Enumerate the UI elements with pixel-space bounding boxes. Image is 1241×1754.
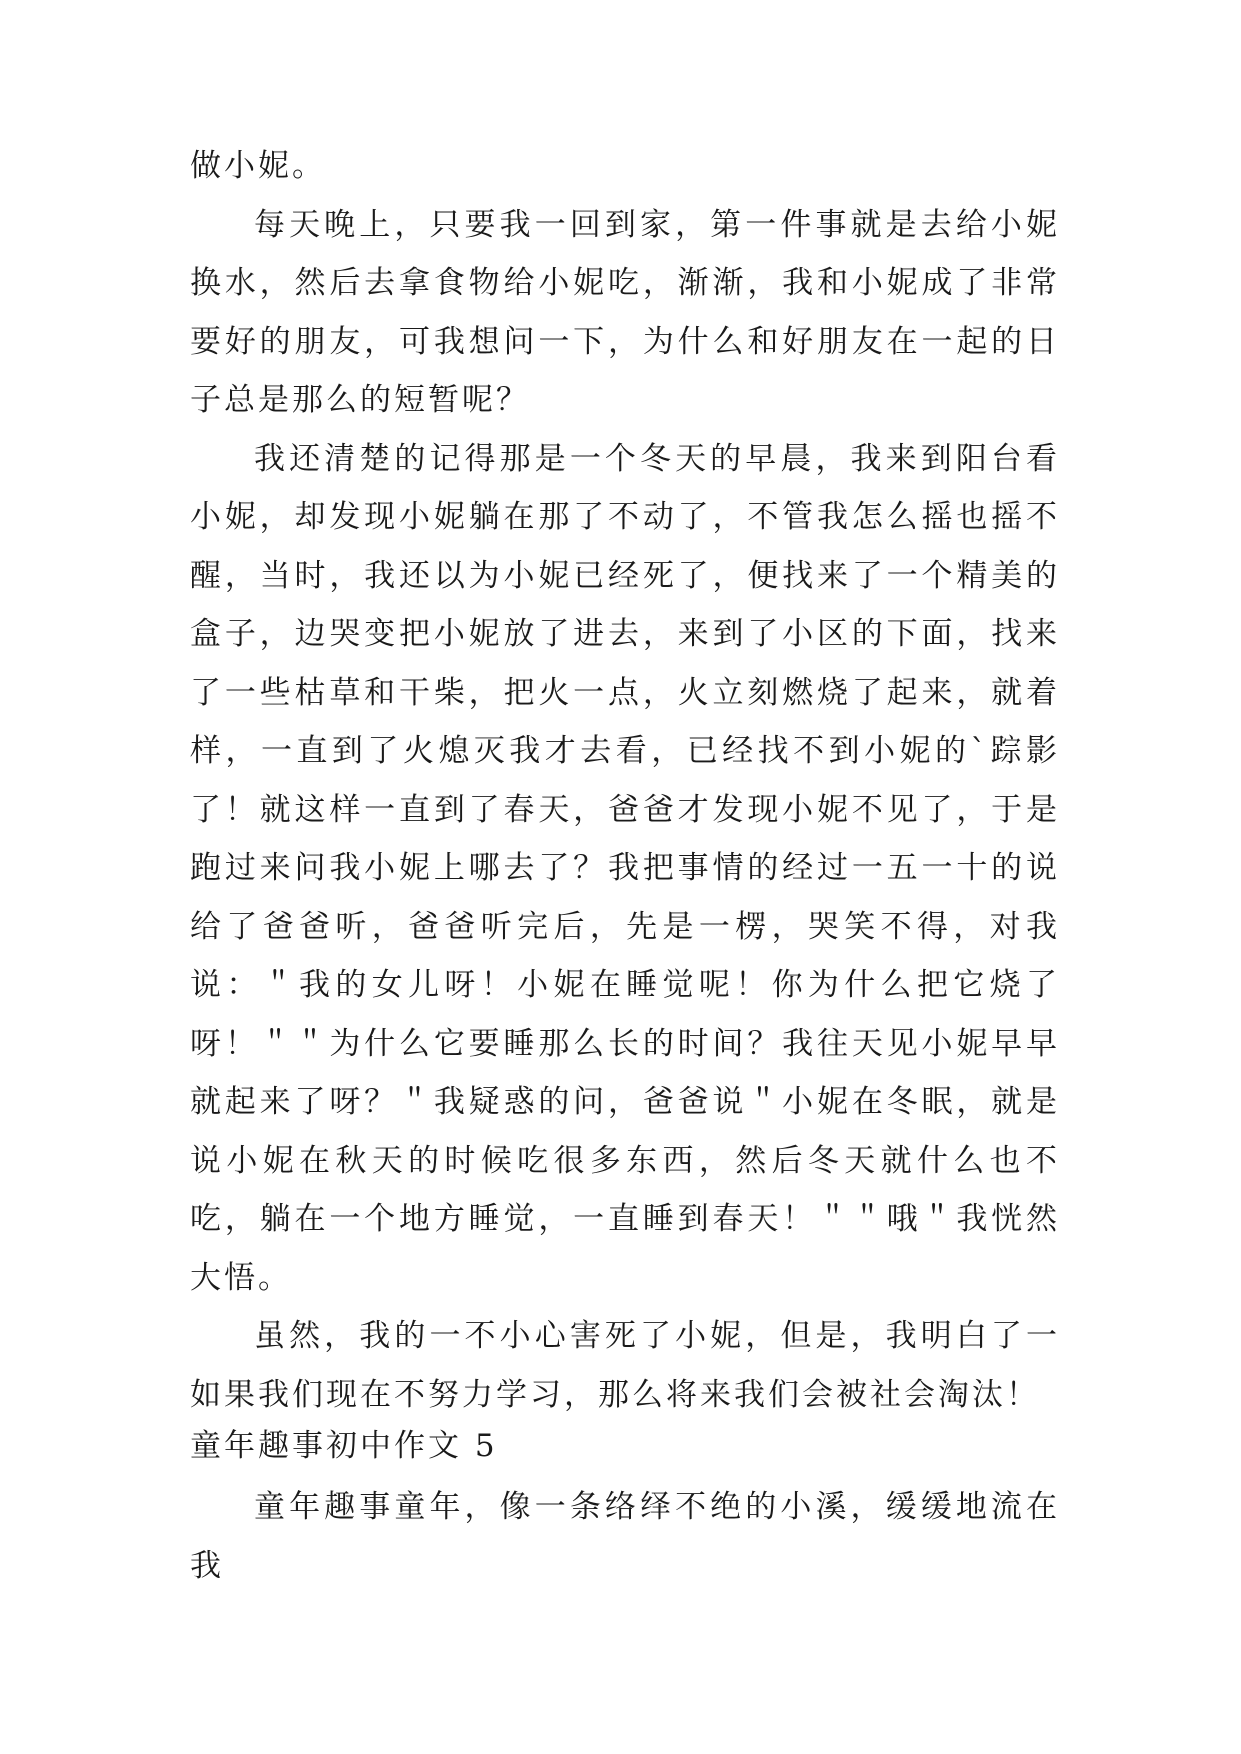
paragraph-winter-story: 我还清楚的记得那是一个冬天的早晨，我来到阳台看小妮，却发现小妮躺在那了不动了，不管我怎么摇也摇不醒，当时，我还以为小妮已经死了，便找来了一个精美的盒子，边哭变把小妮放了进去，来到了小区的下面，找来了一些枯草和干柴，把火一点，火立刻燃烧了起来，就着样，一直到了火熄灭我才去看，已经找不到小妮的`踪影了！就这样一直到了春天，爸爸才发现小妮不见了，于是跑过来问我小妮上哪去了？我把事情的经过一五一十的说给了爸爸听，爸爸听完后，先是一楞，哭笑不得，对我说：＂我的女儿呀！小妮在睡觉呢！你为什么把它烧了呀！＂＂为什么它要睡那么长的时间？我往天见小妮早早就起来了呀？＂我疑惑的问，爸爸说＂小妮在冬眠，就是说小妮在秋天的时候吃很多东西，然后冬天就什么也不吃，躺在一个地方睡觉，一直睡到春天！＂＂哦＂我恍然大悟。	[190, 440, 1060, 1296]
section-title: 童年趣事初中作文 5	[190, 1428, 498, 1464]
paragraph-continuation: 做小妮。	[190, 148, 326, 184]
essay-5-body	[190, 1478, 1060, 1595]
paragraph-essay-5-opening: 童年趣事童年，像一条络绎不绝的小溪，缓缓地流在我	[190, 1489, 1060, 1584]
paragraph-daily-care: 每天晚上，只要我一回到家，第一件事就是去给小妮换水，然后去拿食物给小妮吃，渐渐，我和小妮成了非常要好的朋友，可我想问一下，为什么和好朋友在一起的日子总是那么的短暂呢？	[190, 206, 1060, 418]
essay-body	[190, 137, 1060, 1424]
paragraph-lesson: 虽然，我的一不小心害死了小妮，但是，我明白了一如果我们现在不努力学习，那么将来我们会被社会淘汰！	[190, 1318, 1060, 1413]
